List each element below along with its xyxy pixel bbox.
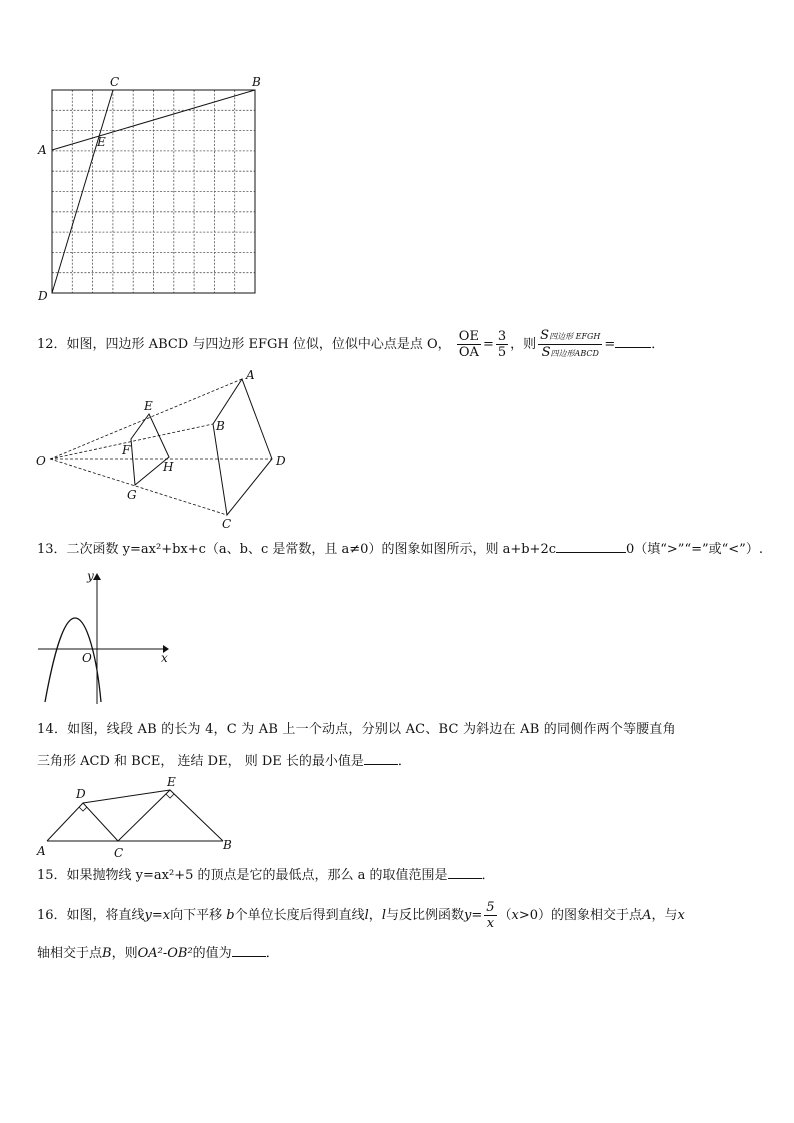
answer-blank[interactable] [615, 335, 651, 348]
question-13 [37, 540, 763, 559]
point-label-d: D [76, 787, 86, 801]
q12-number: 12． [37, 337, 67, 352]
point-label-e: E [97, 135, 106, 149]
grid-figure [35, 72, 275, 307]
question-12 [37, 328, 664, 361]
point-label-b: B [252, 75, 261, 89]
point-label-c: C [110, 75, 120, 89]
area-ratio-fraction [538, 328, 602, 361]
quad-abcd [213, 379, 272, 515]
question-16-line1: 16．如图，将直线y=x向下平移 b个单位长度后得到直线l，l与反比例函数y= $\frac{5}{x}$ （x>0）的图象相交于点A，与x [37, 900, 685, 931]
point-label-c: C [222, 517, 232, 531]
question-14-line2: 三角形 ACD 和 BCE， 连结 DE， 则 DE 长的最小值是 ． [37, 754, 411, 769]
question-14-line1: 14．如图，线段 AB 的长为 4，C 为 AB 上一个动点，分别以 AC、BC 为斜边在 AB 的同侧作两个等腰直角 [37, 722, 676, 737]
axis-label-y: y [87, 569, 94, 583]
fraction-3-5 [496, 329, 508, 360]
answer-blank[interactable] [364, 752, 398, 765]
y-axis-arrow [93, 573, 101, 580]
axis-label-x: x [161, 651, 168, 665]
parabola-curve [45, 618, 101, 702]
frac-denominator: S四边形ABCD [541, 345, 599, 360]
segment-de [83, 790, 170, 803]
point-label-f: F [122, 443, 131, 457]
point-label-a: A [38, 143, 47, 157]
answer-blank[interactable] [232, 944, 266, 957]
right-angle-mark-d [79, 807, 87, 811]
point-label-b: B [216, 419, 225, 433]
homothety-figure [30, 368, 300, 533]
point-label-e: E [167, 775, 176, 789]
quad-efgh [131, 414, 169, 485]
frac-denominator: 5 [497, 345, 507, 360]
isosceles-triangles-figure [30, 775, 240, 860]
frac-numerator: OE [458, 329, 479, 344]
fraction-oe-oa [457, 329, 481, 360]
point-label-o: O [36, 454, 46, 468]
origin-label: O [82, 651, 92, 665]
point-label-c: C [114, 846, 124, 860]
point-label-d: D [276, 454, 286, 468]
point-label-b: B [223, 838, 232, 852]
fraction-5-x: $\frac{5}{x}$ [486, 900, 495, 931]
question-15: 15．如果抛物线 y=ax²+5 的顶点是它的最低点，那么 a 的取值范围是 ． [37, 868, 495, 883]
question-16-line2: 轴相交于点B，则OA²-OB²的值为 ． [37, 946, 279, 961]
q13-tail: 0（填“>”“=”或“<”）. [626, 542, 763, 557]
equals-sign: = [482, 337, 494, 352]
point-label-a: A [37, 844, 46, 858]
point-label-d: D [38, 289, 48, 303]
parabola-figure [35, 566, 175, 706]
answer-blank[interactable] [556, 540, 626, 553]
q13-text: 13．二次函数 y=ax²+bx+c（a、b、c 是常数，且 a≠0）的图象如图所示，则 a+b+2c [37, 542, 556, 557]
point-label-g: G [127, 488, 137, 502]
equals-sign: = [604, 337, 616, 352]
point-label-h: H [163, 460, 174, 474]
ray-oc [50, 459, 227, 515]
frac-numerator: 3 [497, 329, 507, 344]
triangle-acd [47, 803, 118, 841]
q12-text-a: 如图，四边形 ABCD 与四边形 EFGH 位似，位似中心点是点 O， [66, 337, 451, 352]
q12-tail: ． [651, 337, 665, 352]
frac-denominator: OA [458, 345, 479, 360]
point-label-a: A [246, 368, 255, 382]
frac-numerator: S四边形 EFGH [540, 328, 601, 343]
point-label-e: E [144, 399, 153, 413]
right-angle-mark-e [166, 794, 174, 798]
q12-text-b: ，则 [510, 337, 537, 352]
answer-blank[interactable] [448, 866, 482, 879]
